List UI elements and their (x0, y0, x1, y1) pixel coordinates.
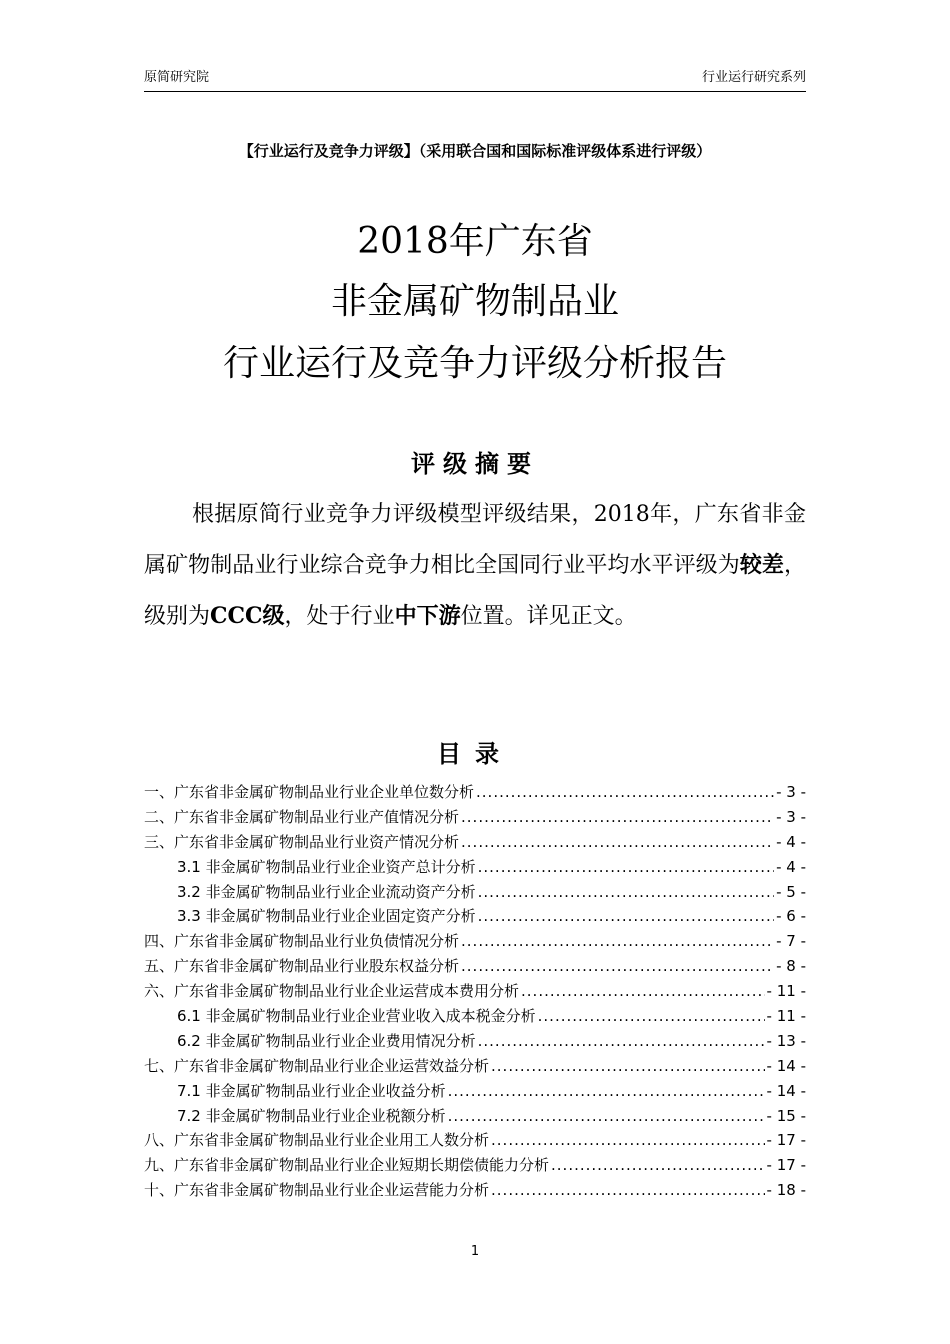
toc-entry[interactable] (144, 830, 806, 855)
toc-entry[interactable] (144, 1104, 806, 1129)
toc-entry-label: 三、广东省非金属矿物制品业行业资产情况分析 (144, 832, 460, 851)
toc-leader-dots (461, 929, 774, 953)
toc-heading: 目录 (437, 740, 513, 768)
toc-leader-dots (461, 805, 774, 829)
page-header (144, 68, 806, 88)
toc-entry-page: - 13 - (766, 1031, 806, 1050)
title-line-2: 非金属矿物制品业 (330, 281, 619, 322)
toc-entry-label: 四、广东省非金属矿物制品业行业负债情况分析 (144, 932, 460, 951)
toc-entry[interactable] (144, 1004, 806, 1029)
toc-entry-page: - 3 - (776, 807, 806, 826)
toc-leader-dots (491, 1054, 765, 1078)
toc-entry-label: 二、广东省非金属矿物制品业行业产值情况分析 (144, 807, 460, 826)
toc-entry[interactable] (144, 1029, 806, 1054)
toc-leader-dots (478, 880, 774, 904)
title-line-1: 2018年广东省 (357, 221, 593, 262)
toc-entry-page: - 7 - (776, 932, 806, 951)
toc-leader-dots (478, 855, 774, 879)
summary-text-d: 位置。详见正文。 (460, 604, 637, 629)
toc-entry-page: - 17 - (766, 1156, 806, 1175)
toc-entry-label: 3.3 非金属矿物制品业行业企业固定资产分析 (177, 907, 476, 926)
toc-entry-page: - 4 - (776, 857, 806, 876)
toc-leader-dots (461, 830, 774, 854)
toc-entry[interactable] (144, 1178, 806, 1203)
header-org: 原简研究院 (144, 70, 210, 85)
toc-entry-page: - 11 - (766, 982, 806, 1001)
toc-leader-dots (478, 904, 774, 928)
toc-entry-label: 六、广东省非金属矿物制品业行业企业运营成本费用分析 (144, 982, 520, 1001)
toc-entry-page: - 14 - (766, 1081, 806, 1100)
toc-entry[interactable] (144, 904, 806, 929)
toc-entry-label: 7.1 非金属矿物制品业行业企业收益分析 (177, 1081, 446, 1100)
page-number: 1 (470, 1244, 480, 1259)
toc-entry-label: 6.2 非金属矿物制品业行业企业费用情况分析 (177, 1031, 476, 1050)
table-of-contents (144, 780, 806, 1203)
summary-paragraph (144, 490, 806, 642)
toc-leader-dots (491, 1128, 765, 1152)
toc-entry[interactable] (144, 1153, 806, 1178)
toc-leader-dots (476, 780, 774, 804)
toc-entry[interactable] (144, 855, 806, 880)
summary-text-a: 根据原简行业竞争力评级模型评级结果，2018年，广东省非金属矿物制品业行业综合竞争力相比全国同行业平均水平评级为 (144, 502, 806, 578)
toc-leader-dots (538, 1004, 765, 1028)
toc-entry[interactable] (144, 780, 806, 805)
toc-entry-label: 3.2 非金属矿物制品业行业企业流动资产分析 (177, 882, 476, 901)
toc-entry-page: - 11 - (766, 1007, 806, 1026)
toc-leader-dots (448, 1079, 765, 1103)
summary-position: 中下游 (394, 603, 461, 629)
toc-entry-page: - 14 - (766, 1056, 806, 1075)
toc-entry[interactable] (144, 1128, 806, 1153)
toc-entry-page: - 8 - (776, 957, 806, 976)
toc-entry[interactable] (144, 954, 806, 979)
toc-entry-page: - 3 - (776, 783, 806, 801)
toc-entry[interactable] (144, 979, 806, 1004)
title-line-3: 行业运行及竞争力评级分析报告 (222, 343, 727, 384)
report-tagline: 【行业运行及竞争力评级】（采用联合国和国际标准评级体系进行评级） (238, 142, 712, 160)
toc-entry[interactable] (144, 929, 806, 954)
toc-entry-page: - 5 - (776, 882, 806, 901)
toc-entry-label: 6.1 非金属矿物制品业行业企业营业收入成本税金分析 (177, 1007, 536, 1026)
toc-entry-page: - 18 - (766, 1181, 806, 1200)
toc-leader-dots (521, 979, 765, 1003)
toc-leader-dots (478, 1029, 765, 1053)
toc-entry-page: - 17 - (766, 1131, 806, 1150)
summary-text-c: ，处于行业 (284, 604, 395, 629)
toc-entry-page: - 15 - (766, 1106, 806, 1125)
header-series: 行业运行研究系列 (701, 70, 806, 85)
toc-leader-dots (448, 1104, 765, 1128)
summary-rating-word: 较差 (739, 552, 784, 578)
toc-entry-label: 十、广东省非金属矿物制品业行业企业运营能力分析 (144, 1181, 490, 1200)
toc-entry-label: 一、广东省非金属矿物制品业行业企业单位数分析 (144, 783, 475, 801)
toc-entry-page: - 4 - (776, 832, 806, 851)
toc-leader-dots (551, 1153, 765, 1177)
summary-rating-level: CCC级 (210, 603, 285, 629)
header-divider (144, 91, 806, 92)
toc-entry[interactable] (144, 805, 806, 830)
toc-entry-label: 九、广东省非金属矿物制品业行业企业短期长期偿债能力分析 (144, 1156, 550, 1175)
toc-entry[interactable] (144, 880, 806, 905)
summary-text-b: ，级别为 (144, 553, 806, 629)
toc-leader-dots (491, 1178, 765, 1202)
toc-entry-page: - 6 - (776, 907, 806, 926)
toc-entry[interactable] (144, 1054, 806, 1079)
toc-entry-label: 七、广东省非金属矿物制品业行业企业运营效益分析 (144, 1056, 490, 1075)
toc-entry-label: 7.2 非金属矿物制品业行业企业税额分析 (177, 1106, 446, 1125)
toc-leader-dots (461, 954, 774, 978)
toc-entry[interactable] (144, 1079, 806, 1104)
summary-heading: 评级摘要 (411, 450, 539, 478)
toc-entry-label: 3.1 非金属矿物制品业行业企业资产总计分析 (177, 857, 476, 876)
toc-entry-label: 五、广东省非金属矿物制品业行业股东权益分析 (144, 957, 460, 976)
toc-entry-label: 八、广东省非金属矿物制品业行业企业用工人数分析 (144, 1131, 490, 1150)
